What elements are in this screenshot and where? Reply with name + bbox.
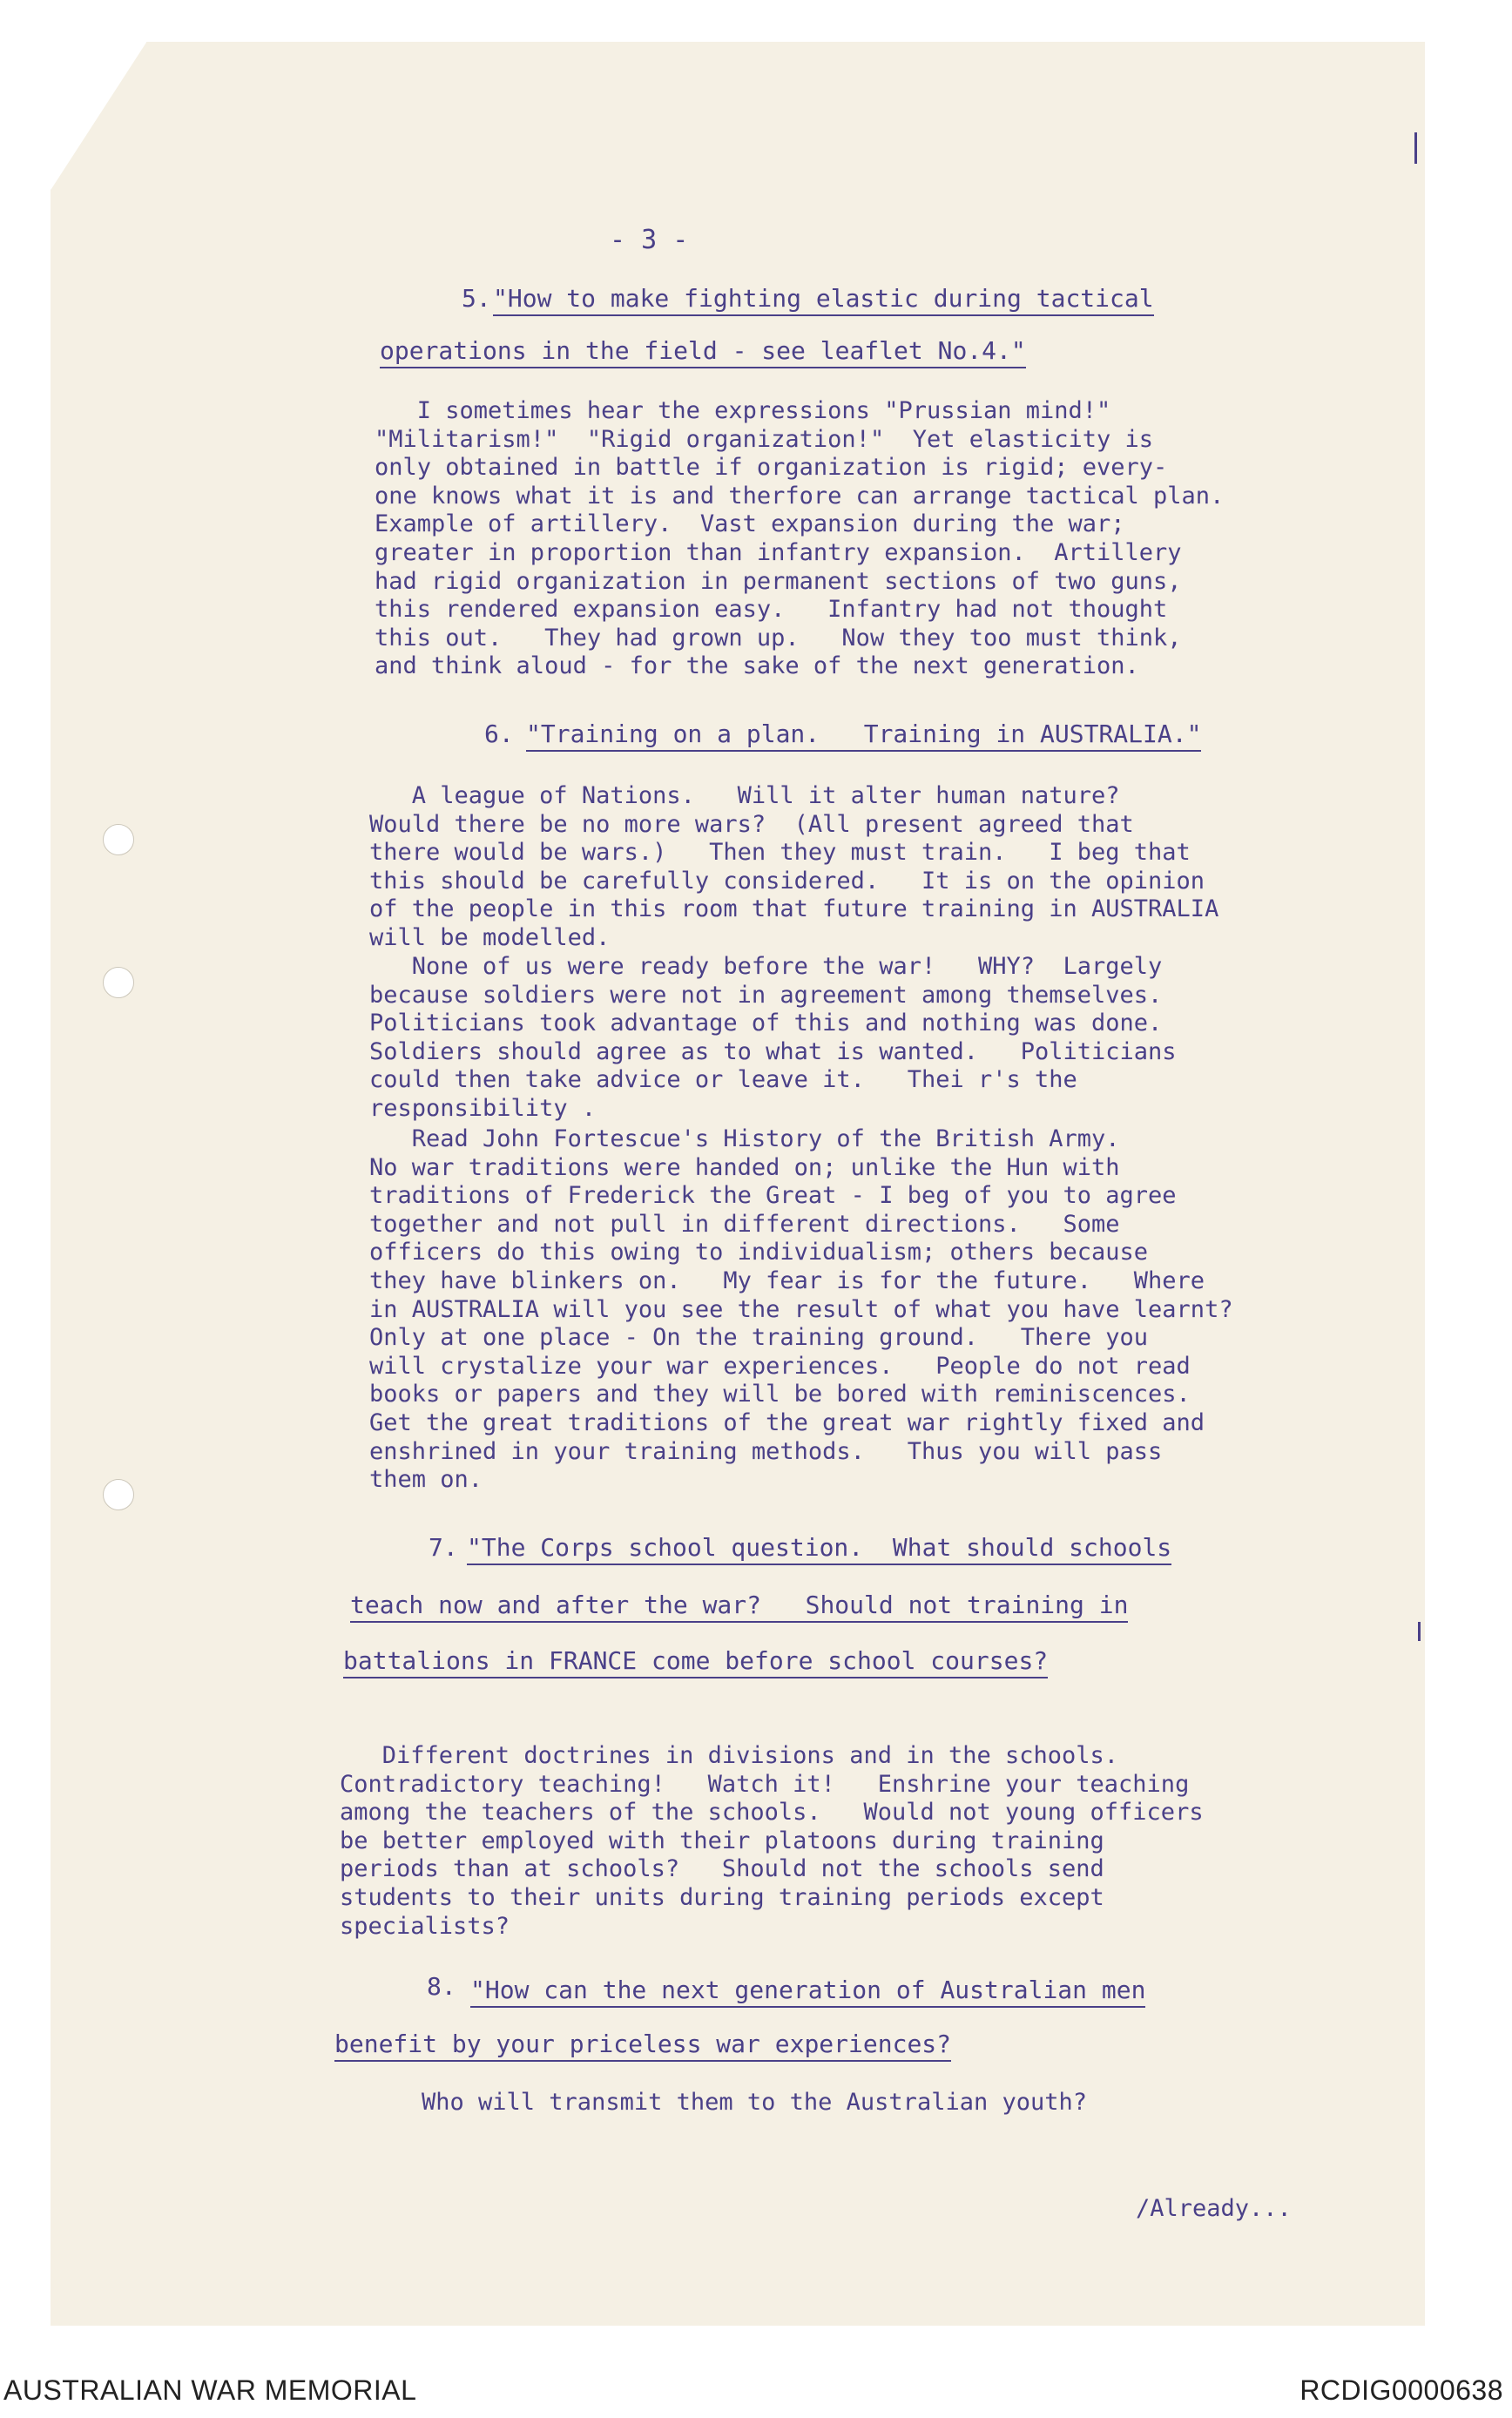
section-heading: battalions in FRANCE come before school courses? (343, 1646, 1048, 1678)
section-heading: "Training on a plan. Training in AUSTRALIA." (526, 719, 1201, 752)
section-heading: "How to make fighting elastic during tactical (493, 284, 1154, 316)
paragraph: None of us were ready before the war! WHY? Largely because soldiers were not in agreement among themselves. Politicians took advantage of this and nothing was done. Soldiers should agree as to what is wanted. Politicians could then take advice or leave it. Thei r's the responsibility . (369, 953, 1177, 1122)
document-id: RCDIG0000638 (1299, 2374, 1503, 2406)
punch-hole (103, 824, 134, 855)
section-heading: "The Corps school question. What should schools (467, 1533, 1171, 1565)
section-heading: "How can the next generation of Australian men (470, 1976, 1145, 2008)
section-number: 5. (462, 284, 491, 313)
paragraph: A league of Nations. Will it alter human nature? Would there be no more wars? (All present agreed that there would be wars.) Then they must train. I beg that this should be carefully considered. It is on the opinion of the people in this room that future training in AUSTRALIA will be modelled. (369, 782, 1219, 951)
paragraph: Who will transmit them to the Australian youth? (422, 2089, 1088, 2116)
section-number: 6. (484, 719, 514, 748)
section-heading: operations in the field - see leaflet No.4." (380, 336, 1026, 368)
margin-tick (1418, 1622, 1421, 1641)
punch-hole (103, 1479, 134, 1510)
paragraph: Different doctrines in divisions and in the schools. Contradictory teaching! Watch it! Enshrine your teaching among the teachers of the schools. Would not young officers be better employed with their platoons during training periods than at schools? Should not the schools send students to their units during training periods except specialists? (340, 1742, 1204, 1940)
section-heading: teach now and after the war? Should not training in (350, 1591, 1128, 1623)
punch-hole (103, 967, 134, 998)
section-heading: benefit by your priceless war experiences? (334, 2030, 951, 2062)
archive-credit: AUSTRALIAN WAR MEMORIAL (3, 2374, 417, 2406)
continuation-note: /Already... (1136, 2195, 1292, 2222)
section-number: 8. (427, 1972, 456, 2001)
page-number: - 3 - (610, 225, 689, 255)
paragraph: I sometimes hear the expressions "Prussian mind!" "Militarism!" "Rigid organization!" Yet elasticity is only obtained in battle if organization is rigid; every- one knows what it is and therfore can arrange tactical plan. Example of artillery. Vast expansion during the war; greater in proportion than infantry expansion. Artillery had rigid organization in permanent sections of two guns, this rendered expansion easy. Infantry had not thought this out. They had grown up. Now they too must think, and think aloud - for the sake of the next generation. (375, 397, 1225, 680)
paragraph: Read John Fortescue's History of the British Army. No war traditions were handed on; unlike the Hun with traditions of Frederick the Great - I beg of you to agree together and not pull in different directions. Some officers do this owing to individualism; others because they have blinkers on. My fear is for the future. Where in AUSTRALIA will you see the result of what you have learnt? Only at one place - On the training ground. There you will crystalize your war experiences. People do not read books or papers and they will be bored with reminiscences. Get the great traditions of the great war rightly fixed and enshrined in your training methods. Thus you will pass them on. (369, 1125, 1233, 1494)
margin-tick (1414, 132, 1417, 164)
section-number: 7. (429, 1533, 458, 1562)
